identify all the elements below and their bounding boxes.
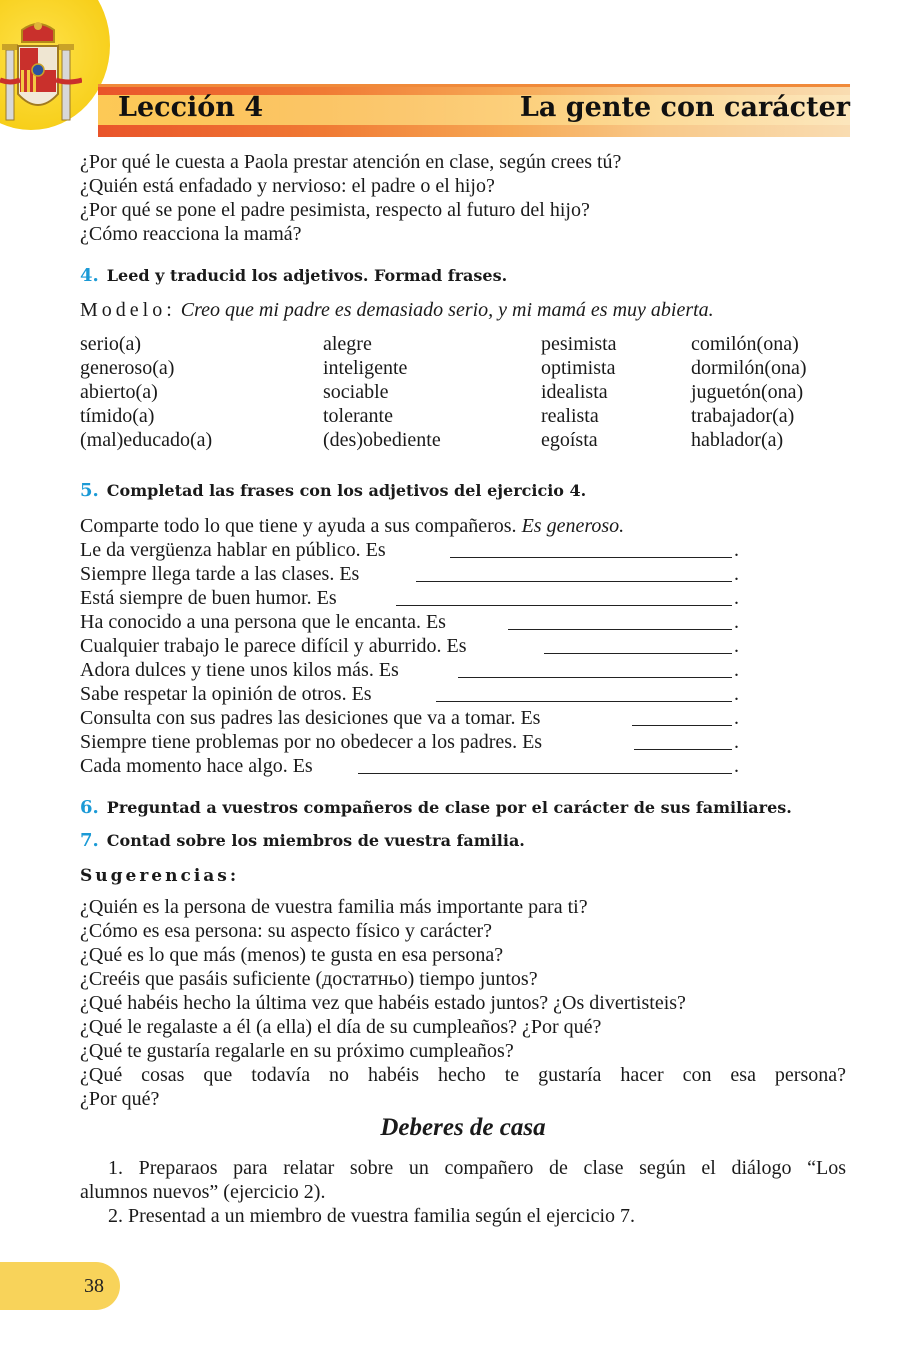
answer-blank[interactable]	[358, 773, 732, 774]
suggestions-list	[80, 895, 846, 1111]
adjective: hablador(a)	[691, 429, 784, 451]
end-mark: .	[734, 587, 739, 609]
example-sentence	[80, 514, 846, 538]
adjective: comilón(ona)	[691, 333, 799, 355]
adjective: generoso(a)	[80, 357, 175, 379]
exercise-6-heading	[80, 797, 846, 819]
adjective: alegre	[323, 333, 372, 355]
adjective: juguetón(ona)	[691, 381, 804, 403]
fill-row	[80, 538, 846, 562]
model-sentence	[80, 298, 846, 322]
question-line: ¿Por qué le cuesta a Paola prestar atención en clase, según crees tú?	[80, 151, 622, 173]
suggestion-item: ¿Creéis que pasáis suficiente (достатньо) tiempo juntos?	[80, 968, 538, 990]
adjective-column	[691, 332, 807, 452]
answer-blank[interactable]	[396, 605, 732, 606]
suggestion-item: ¿Qué es lo que más (menos) te gusta en esa persona?	[80, 944, 504, 966]
adjective: (mal)educado(a)	[80, 429, 213, 451]
lesson-title: La gente con carácter	[519, 92, 850, 123]
end-mark: .	[734, 731, 739, 753]
end-mark: .	[734, 539, 739, 561]
page-number: 38	[84, 1275, 104, 1297]
model-text: Creo que mi padre es demasiado serio, y mi mamá es muy abierta.	[180, 299, 714, 321]
answer-blank[interactable]	[436, 701, 732, 702]
adjective-column	[323, 332, 441, 452]
adjective: idealista	[541, 381, 608, 403]
sentence-text: Le da vergüenza hablar en público. Es	[80, 538, 390, 562]
exercise-4-heading	[80, 265, 846, 287]
fill-row	[80, 562, 846, 586]
suggestion-item: ¿Qué cosas que todavía no habéis hecho te gustaría hacer con esa persona?	[80, 1064, 846, 1086]
exercise-instruction: Contad sobre los miembros de vuestra familia.	[106, 831, 525, 850]
sentence-text: Ha conocido a una persona que le encanta. Es	[80, 610, 450, 634]
adjective: (des)obediente	[323, 429, 441, 451]
suggestion-item: ¿Por qué?	[80, 1088, 160, 1110]
spanish-coat-of-arms-icon	[0, 20, 82, 132]
end-mark: .	[734, 707, 739, 729]
adjective: egoísta	[541, 429, 598, 451]
end-mark: .	[734, 635, 739, 657]
adjective: sociable	[323, 381, 389, 403]
homework-title: Deberes de casa	[380, 1114, 546, 1141]
adjective: optimista	[541, 357, 616, 379]
fill-row	[80, 730, 846, 754]
answer-blank[interactable]	[416, 581, 732, 582]
adjective-column	[541, 332, 617, 452]
exercise-number: 4.	[80, 265, 99, 286]
exercise-5-heading	[80, 480, 846, 502]
sentence-text: Siempre tiene problemas por no obedecer a los padres. Es	[80, 730, 546, 754]
end-mark: .	[734, 683, 739, 705]
suggestion-item: ¿Qué te gustaría regalarle en su próximo cumpleaños?	[80, 1040, 514, 1062]
adjective: tolerante	[323, 405, 393, 427]
exercise-number: 7.	[80, 830, 99, 851]
question-line: ¿Quién está enfadado y nervioso: el padre o el hijo?	[80, 175, 495, 197]
suggestion-item: ¿Qué le regalaste a él (a ella) el día de su cumpleaños? ¿Por qué?	[80, 1016, 602, 1038]
fill-row	[80, 586, 846, 610]
end-mark: .	[734, 611, 739, 633]
lesson-number: Lección 4	[118, 92, 264, 123]
sentence-text: Cada momento hace algo. Es	[80, 754, 317, 778]
adjective: trabajador(a)	[691, 405, 795, 427]
exercise-7-heading	[80, 830, 846, 852]
exercise-instruction: Leed y traducid los adjetivos. Formad frases.	[106, 266, 508, 285]
fill-row	[80, 682, 846, 706]
adjective: realista	[541, 405, 599, 427]
answer-blank[interactable]	[450, 557, 732, 558]
sentence-text: Siempre llega tarde a las clases. Es	[80, 562, 363, 586]
questions-block	[80, 150, 846, 246]
end-mark: .	[734, 659, 739, 681]
exercise-number: 5.	[80, 480, 99, 501]
example-answer: Es generoso.	[521, 515, 625, 537]
fill-row	[80, 706, 846, 730]
example-text: Comparte todo lo que tiene y ayuda a sus compañeros.	[80, 515, 517, 537]
fill-row	[80, 754, 846, 778]
homework-item: 1. Preparaos para relatar sobre un compañero de clase según el diálogo “Los	[108, 1157, 846, 1179]
fill-in-sentences	[80, 514, 846, 778]
adjective-column	[80, 332, 212, 452]
suggestions-title: Sugerencias:	[80, 866, 240, 886]
adjective: inteligente	[323, 357, 408, 379]
sentence-text: Adora dulces y tiene unos kilos más. Es	[80, 658, 403, 682]
suggestion-item: ¿Cómo es esa persona: su aspecto físico y carácter?	[80, 920, 493, 942]
exercise-instruction: Completad las frases con los adjetivos del ejercicio 4.	[106, 481, 587, 500]
homework-item-continuation: alumnos nuevos” (ejercicio 2).	[80, 1181, 326, 1203]
adjective: dormilón(ona)	[691, 357, 807, 379]
answer-blank[interactable]	[632, 725, 732, 726]
homework-list	[80, 1156, 846, 1228]
adjective: tímido(a)	[80, 405, 155, 427]
adjective: serio(a)	[80, 333, 142, 355]
model-label: Modelo:	[80, 299, 176, 321]
suggestion-item: ¿Qué habéis hecho la última vez que habéis estado juntos? ¿Os divertisteis?	[80, 992, 686, 1014]
adjective: abierto(a)	[80, 381, 158, 403]
sentence-text: Consulta con sus padres las desiciones que va a tomar. Es	[80, 706, 544, 730]
answer-blank[interactable]	[634, 749, 732, 750]
sentence-text: Cualquier trabajo le parece difícil y aburrido. Es	[80, 634, 471, 658]
end-mark: .	[734, 563, 739, 585]
sentence-text: Está siempre de buen humor. Es	[80, 586, 341, 610]
question-line: ¿Cómo reacciona la mamá?	[80, 223, 302, 245]
adjective: pesimista	[541, 333, 617, 355]
exercise-number: 6.	[80, 797, 99, 818]
exercise-instruction: Preguntad a vuestros compañeros de clase por el carácter de sus familiares.	[106, 798, 792, 817]
fill-row	[80, 658, 846, 682]
end-mark: .	[734, 755, 739, 777]
homework-item: 2. Presentad a un miembro de vuestra familia según el ejercicio 7.	[108, 1205, 636, 1227]
fill-row	[80, 610, 846, 634]
answer-blank[interactable]	[544, 653, 732, 654]
suggestion-item: ¿Quién es la persona de vuestra familia más importante para ti?	[80, 896, 588, 918]
fill-row	[80, 634, 846, 658]
question-line: ¿Por qué se pone el padre pesimista, respecto al futuro del hijo?	[80, 199, 590, 221]
answer-blank[interactable]	[458, 677, 732, 678]
sentence-text: Sabe respetar la opinión de otros. Es	[80, 682, 376, 706]
answer-blank[interactable]	[508, 629, 732, 630]
